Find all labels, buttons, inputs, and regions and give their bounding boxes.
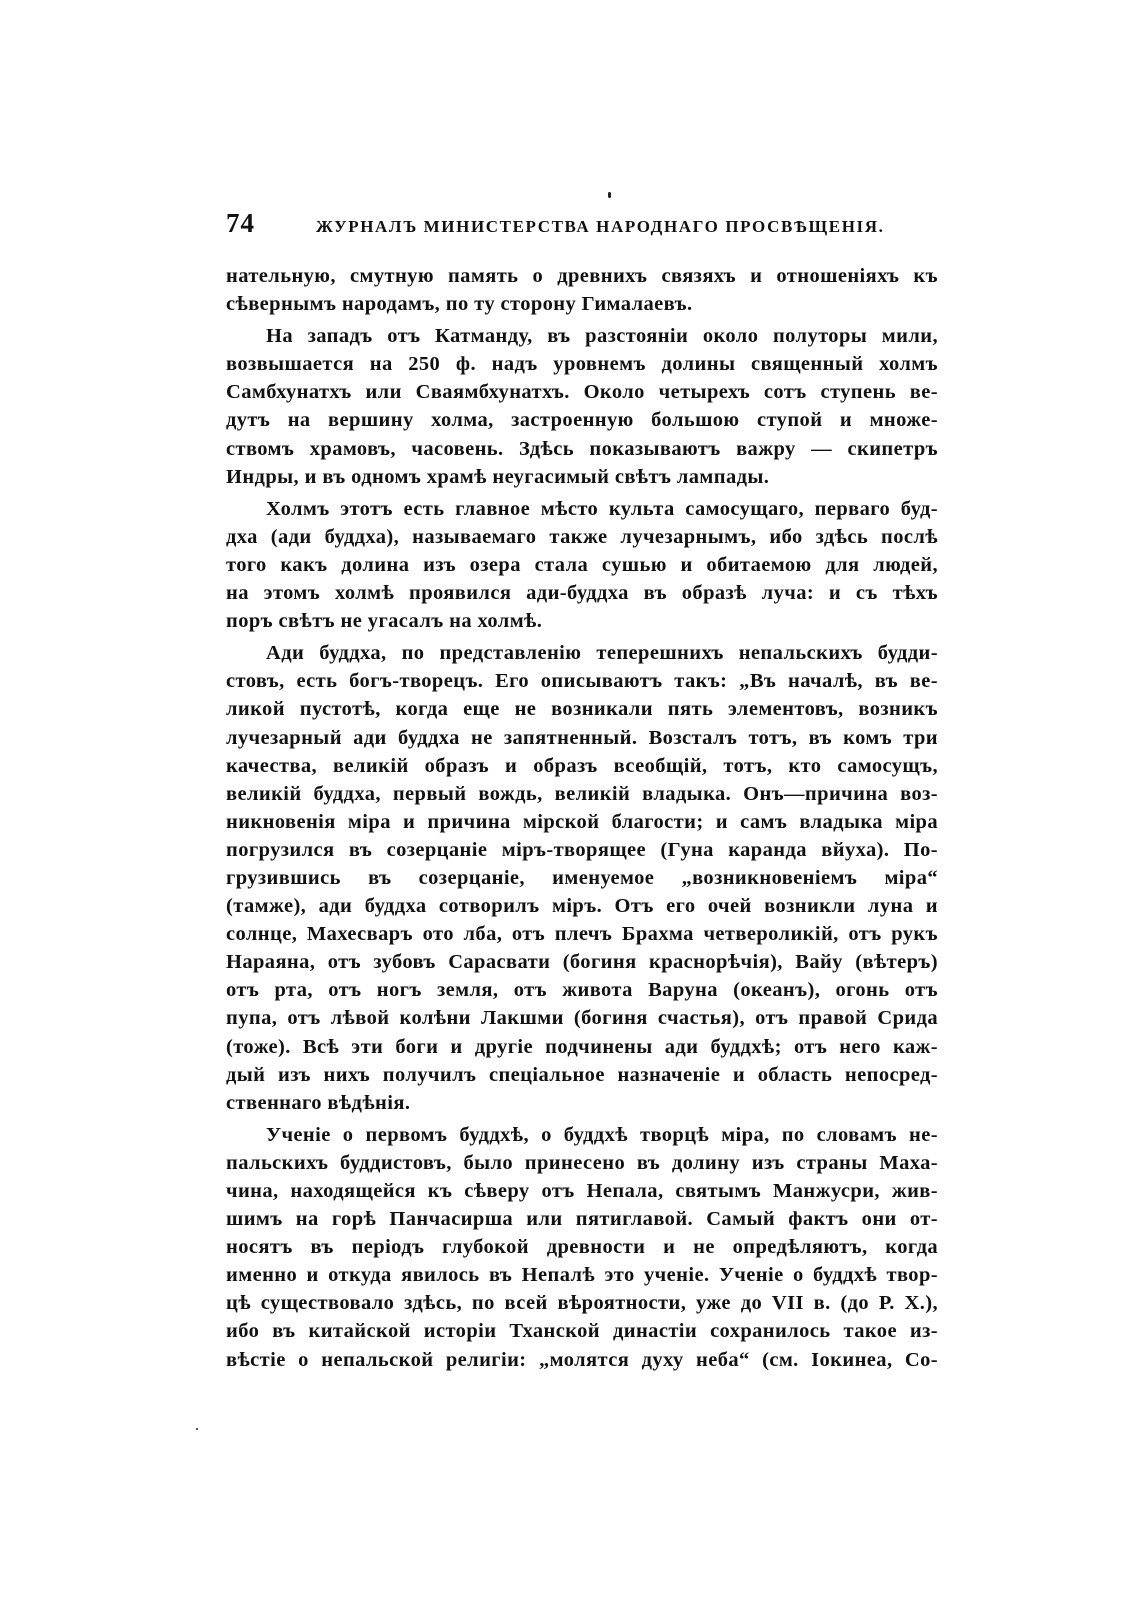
text-line: вѣстіе о непальской религіи: „молятся духу неба“ (см. Іокинеа, Со- — [226, 1348, 938, 1371]
text-line: возвышается на 250 ф. надъ уровнемъ долины священный холмъ — [226, 353, 938, 376]
text-line: качества, великій образъ и образъ всеобщій, тотъ, кто самосущъ, — [226, 754, 938, 777]
text-line: чина, находящейся къ сѣверу отъ Непала, святымъ Манжусри, жив- — [226, 1180, 938, 1202]
text-line: (тоже). Всѣ эти боги и другіе подчинены ади буддхѣ; отъ него каж- — [226, 1035, 938, 1058]
text-line: ликой пустотѣ, когда еще не возникали пять элементовъ, возникъ — [226, 698, 938, 721]
text-line: дый изъ нихъ получилъ спеціальное назначеніе и область непосред- — [226, 1063, 938, 1086]
text-line: нательную, смутную память о древнихъ связяхъ и отношеніяхъ къ — [226, 265, 938, 287]
text-line: шимъ на горѣ Панчасирша или пятиглавой. Самый фактъ они от- — [226, 1208, 938, 1231]
text-line: на этомъ холмѣ проявился ади-буддха въ образѣ луча: и съ тѣхъ — [226, 582, 938, 605]
text-line: Ади буддха, по представленію теперешнихъ непальскихъ будди- — [266, 642, 938, 665]
text-line: грузившись въ созерцаніе, именуемое „возникновеніемъ міра“ — [226, 866, 938, 889]
text-line: сѣвернымъ народамъ, по ту сторону Гималаевъ. — [226, 293, 693, 316]
text-line: (тамже), ади буддха сотворилъ міръ. Отъ его очей возникли луна и — [226, 895, 938, 918]
text-line: носятъ въ періодъ глубокой древности и не опредѣляютъ, когда — [226, 1236, 938, 1259]
text-line: дха (ади буддха), называемаго также лучезарнымъ, ибо здѣсь послѣ — [226, 525, 938, 548]
text-line: именно и откуда явилось въ Непалѣ это ученіе. Ученіе о буддхѣ твор- — [226, 1264, 938, 1287]
text-line: На западъ отъ Катманду, въ разстояніи около полуторы мили, — [266, 325, 938, 348]
text-line: поръ свѣтъ не угасалъ на холмѣ. — [226, 610, 543, 633]
text-line: солнце, Махесваръ ото лба, отъ плечъ Брахма четвероликій, отъ рукъ — [226, 923, 938, 946]
text-line: лучезарный ади буддха не запятненный. Возсталъ тотъ, въ комъ три — [226, 726, 938, 749]
text-line: Холмъ этотъ есть главное мѣсто культа самосущаго, перваго буд- — [266, 497, 938, 520]
text-line: никновенія міра и причина мірской благости; и самъ владыка міра — [226, 810, 938, 833]
text-line: стовъ, есть богъ-творецъ. Его описываютъ такъ: „Въ началѣ, въ ве- — [226, 670, 938, 693]
text-line: дутъ на вершину холма, застроенную большою ступой и множе- — [226, 409, 938, 432]
text-line: пупа, отъ лѣвой колѣни Лакшми (богиня счастья), отъ правой Срида — [226, 1007, 938, 1030]
text-line: пальскихъ буддистовъ, было принесено въ долину изъ страны Маха- — [226, 1151, 938, 1174]
text-line: ствомъ храмовъ, часовень. Здѣсь показываютъ важру — скипетръ — [226, 437, 938, 460]
text-line: Нараяна, отъ зубовъ Сарасвати (богиня краснорѣчія), Вайу (вѣтеръ) — [226, 951, 938, 974]
page-number: 74 — [226, 208, 255, 238]
text-line: великій буддха, первый вождь, великій владыка. Онъ—причина воз- — [226, 782, 938, 805]
text-line: ибо въ китайской исторіи Тханской династіи сохранилось такое из- — [226, 1320, 938, 1343]
journal-title: ЖУРНАЛЪ МИНИСТЕРСТВА НАРОДНАГО ПРОСВѢЩЕНІЯ. — [316, 217, 885, 236]
text-line: ственнаго вѣдѣнія. — [226, 1091, 411, 1114]
ink-speck — [608, 192, 611, 198]
ink-speck — [196, 1428, 198, 1430]
running-head — [226, 208, 938, 244]
text-line: Ученіе о первомъ буддхѣ, о буддхѣ творцѣ міра, по словамъ не- — [266, 1123, 938, 1146]
text-line: цѣ существовало здѣсь, по всей вѣроятности, уже до VII в. (до Р. Х.), — [226, 1292, 938, 1315]
body-text — [226, 262, 938, 1374]
text-line: погрузился въ созерцаніе міръ-творящее (Гуна каранда вйуха). По- — [226, 838, 938, 861]
text-line: Индры, и въ одномъ храмѣ неугасимый свѣтъ лампады. — [226, 465, 770, 488]
text-line: того какъ долина изъ озера стала сушью и обитаемою для людей, — [226, 553, 938, 576]
text-line: Самбхунатхъ или Сваямбхунатхъ. Около четырехъ сотъ ступень ве- — [226, 381, 938, 404]
text-line: отъ рта, отъ ногъ земля, отъ живота Варуна (океанъ), огонь отъ — [226, 979, 938, 1002]
